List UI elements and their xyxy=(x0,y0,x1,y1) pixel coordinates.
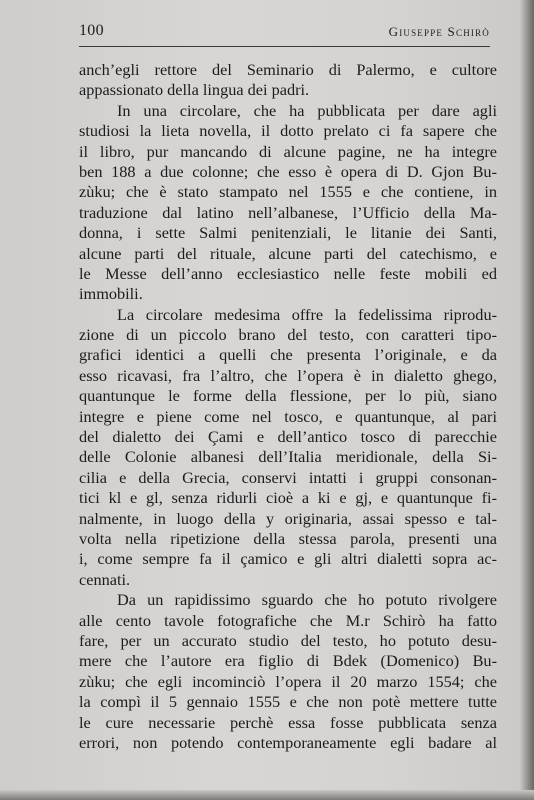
text-line: quantunque le forme della flessione, per lo più, siano xyxy=(79,386,497,406)
page-number: 100 xyxy=(79,22,104,39)
text-line: cennati. xyxy=(79,569,131,589)
text-line: ben 188 a due colonne; che esso è opera di D. Gjon Bu- xyxy=(79,161,497,181)
text-line: immobili. xyxy=(79,284,143,304)
text-line: delle Colonie albanesi dell’Italia meridionale, della Si- xyxy=(79,447,497,467)
body-text xyxy=(79,60,497,753)
text-line: anch’egli rettore del Seminario di Palermo, e cultore xyxy=(79,60,497,79)
text-line: zione di un piccolo brano del testo, con caratteri tipo- xyxy=(79,325,497,345)
text-line: le cure necessarie perchè essa fosse pubblicata senza xyxy=(79,712,497,732)
text-line: il libro, pur mancando di alcune pagine, ne ha integre xyxy=(79,141,497,161)
running-head: Giuseppe Schirò xyxy=(388,24,490,39)
text-line: mere che l’autore era figlio di Bdek (Domenico) Bu- xyxy=(79,651,497,671)
text-line: zùku; che egli incominciò l’opera il 20 marzo 1554; che xyxy=(79,671,497,691)
text-line: tici kl e gl, senza ridurli cioè a ki e gj, e quantunque fi- xyxy=(79,488,497,508)
text-line: integre e piene come nel tosco, e quantunque, al pari xyxy=(79,406,497,426)
text-line: donna, i sette Salmi penitenziali, le litanie dei Santi, xyxy=(79,223,497,243)
text-line: esso ricavasi, fra l’altro, che l’opera è in dialetto ghego, xyxy=(79,365,497,385)
text-line: fare, per un accurato studio del testo, ho potuto desu- xyxy=(79,630,497,650)
page-edge-shadow xyxy=(520,0,534,800)
text-line: le Messe dell’anno ecclesiastico nelle feste mobili ed xyxy=(79,263,497,283)
text-line: la compì il 5 gennaio 1555 e che non potè mettere tutte xyxy=(79,692,497,712)
page-header xyxy=(79,22,490,47)
text-line: studiosi la lieta novella, il dotto prelato ci fa sapere che xyxy=(79,121,497,141)
text-line: grafici identici a quelli che presenta l’originale, e da xyxy=(79,345,497,365)
text-line: alle cento tavole fotografiche che M.r Schirò ha fatto xyxy=(79,610,497,630)
text-line: appassionato della lingua dei padri. xyxy=(79,80,310,100)
text-line: volta nella ripetizione della stessa parola, presenti una xyxy=(79,528,497,548)
text-line: traduzione dal latino nell’albanese, l’Ufficio della Ma- xyxy=(79,202,497,222)
page-bottom-shadow xyxy=(0,790,534,800)
text-line: del dialetto dei Çami e dell’antico tosco di parecchie xyxy=(79,427,497,447)
text-line: zùku; che è stato stampato nel 1555 e che contiene, in xyxy=(79,182,497,202)
text-line: cilia e della Grecia, conservi intatti i gruppi consonan- xyxy=(79,467,497,487)
text-line: La circolare medesima offre la fedelissima riprodu- xyxy=(117,304,497,324)
text-line: i, come sempre fa il çamico e gli altri dialetti sopra ac- xyxy=(79,549,497,569)
text-line: Da un rapidissimo sguardo che ho potuto rivolgere xyxy=(117,590,497,610)
text-line: errori, non potendo contemporaneamente egli badare al xyxy=(79,732,497,752)
text-line: alcune parti del rituale, alcune parti del catechismo, e xyxy=(79,243,497,263)
text-line: In una circolare, che ha pubblicata per dare agli xyxy=(117,100,497,120)
text-line: nalmente, in luogo della y originaria, assai spesso e tal- xyxy=(79,508,497,528)
